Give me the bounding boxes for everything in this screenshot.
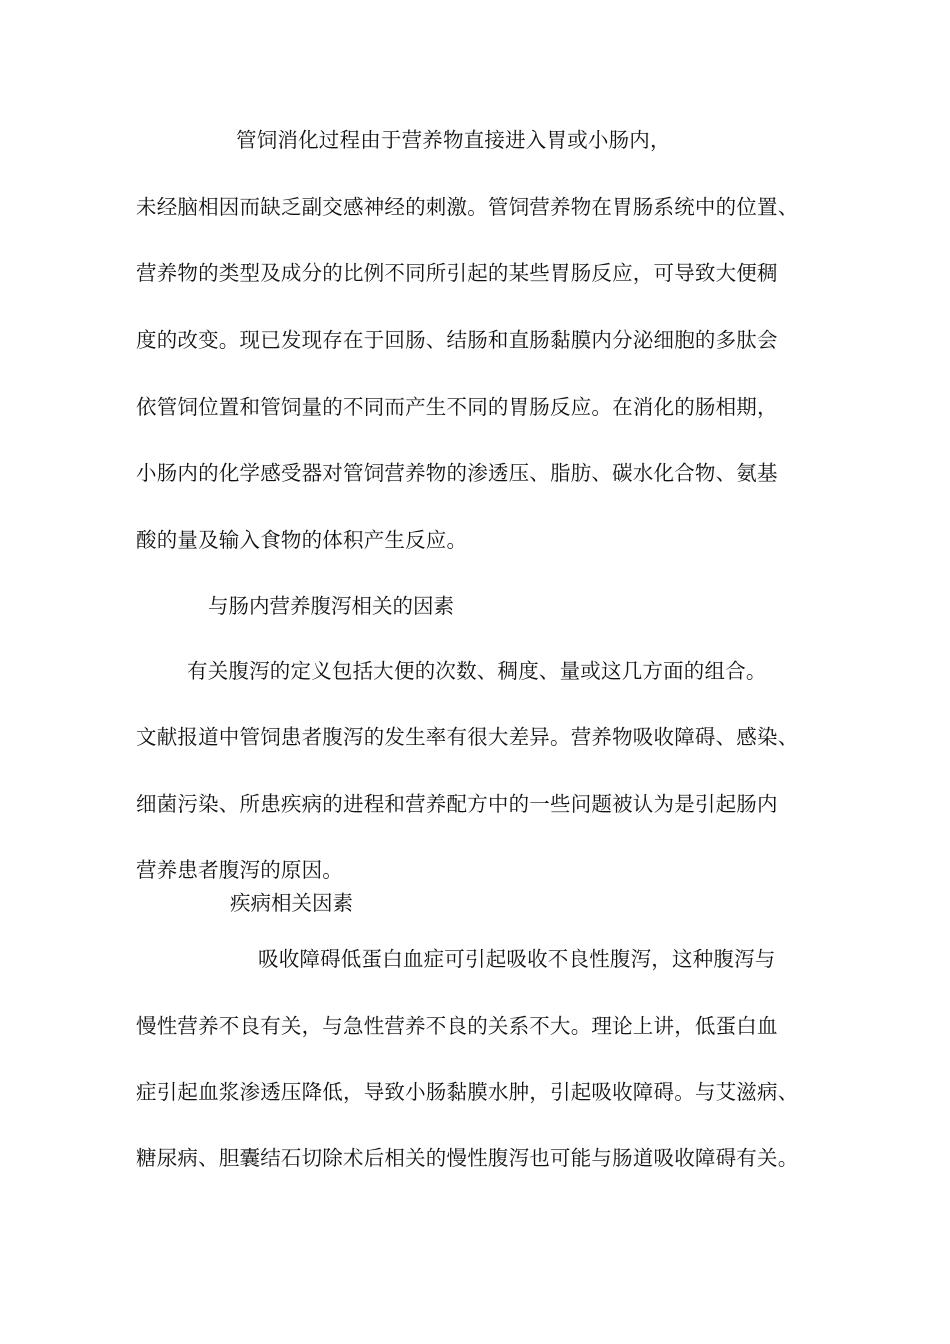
paragraph-3-line-1: 吸收障碍低蛋白血症可引起吸收不良性腹泻，这种腹泻与 <box>258 947 776 971</box>
paragraph-1-line-7: 酸的量及输入食物的体积产生反应。 <box>136 528 468 552</box>
section-heading-2: 疾病相关因素 <box>230 891 353 915</box>
paragraph-1-line-4: 度的改变。现已发现存在于回肠、结肠和直肠黏膜内分泌细胞的多肽会 <box>136 328 778 352</box>
section-heading-1: 与肠内营养腹泻相关的因素 <box>208 594 454 618</box>
paragraph-1-line-2: 未经脑相因而缺乏副交感神经的刺激。管饲营养物在胃肠系统中的位置、 <box>136 195 799 219</box>
paragraph-2-line-1: 有关腹泻的定义包括大便的次数、稠度、量或这几方面的组合。 <box>187 659 767 683</box>
paragraph-1-line-1: 管饲消化过程由于营养物直接进入胃或小肠内， <box>236 128 671 152</box>
paragraph-3-line-4: 糖尿病、胆囊结石切除术后相关的慢性腹泻也可能与肠道吸收障碍有关。 <box>136 1146 799 1170</box>
paragraph-1-line-3: 营养物的类型及成分的比例不同所引起的某些胃肠反应，可导致大便稠 <box>136 261 778 285</box>
paragraph-2-line-4: 营养患者腹泻的原因。 <box>136 858 343 882</box>
paragraph-1-line-6: 小肠内的化学感受器对管饲营养物的渗透压、脂肪、碳水化合物、氨基 <box>136 461 778 485</box>
paragraph-2-line-3: 细菌污染、所患疾病的进程和营养配方中的一些问题被认为是引起肠内 <box>136 792 778 816</box>
paragraph-3-line-3: 症引起血浆渗透压降低，导致小肠黏膜水肿，引起吸收障碍。与艾滋病、 <box>136 1080 799 1104</box>
paragraph-2-line-2: 文献报道中管饲患者腹泻的发生率有很大差异。营养物吸收障碍、感染、 <box>136 725 799 749</box>
paragraph-3-line-2: 慢性营养不良有关，与急性营养不良的关系不大。理论上讲，低蛋白血 <box>136 1014 778 1038</box>
paragraph-1-line-5: 依管饲位置和管饲量的不同而产生不同的胃肠反应。在消化的肠相期， <box>136 395 778 419</box>
